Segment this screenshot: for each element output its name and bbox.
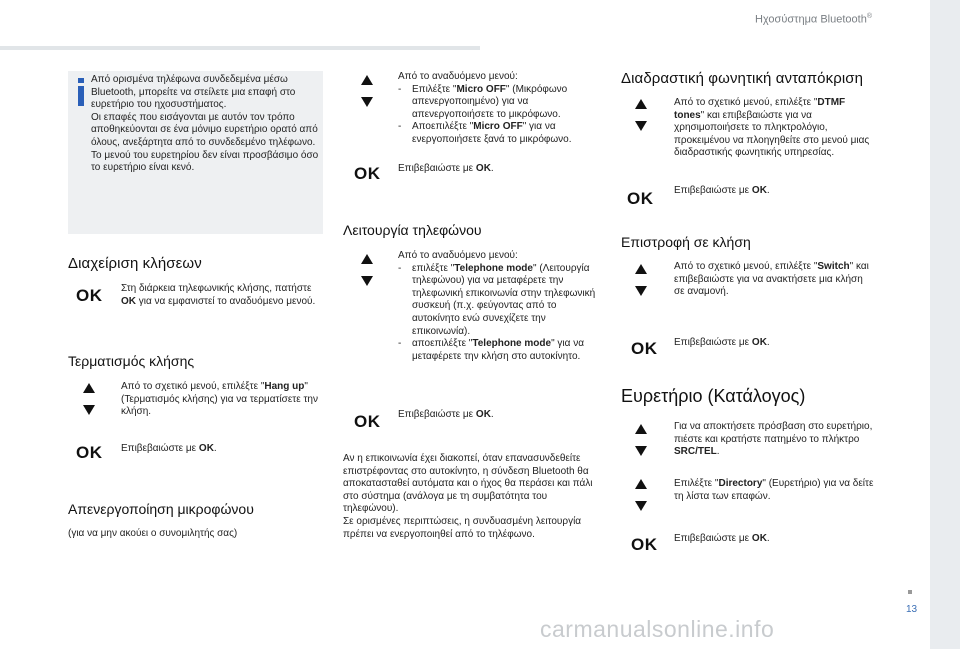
phone-mode-note: Αν η επικοινωνία έχει διακοπεί, όταν επανασυνδεθείτε επιστρέφοντας στο αυτοκίνητο, η σύνδεση Bluetooth θα αποκατασταθεί αυτόματα και ο ήχος θα περάσει και πάλι στο σύστημα (ανάλογα με τη συμβατότητα του τηλεφώνου). Σε ορισμένες περιπτώσεις, η συνδυασμένη λειτουργία πρέπει να ενεργοποιηθεί από το τηλέφωνο. xyxy=(343,453,593,540)
call-management-text: Στη διάρκεια τηλεφωνικής κλήσης, πατήστε OK για να εμφανιστεί το αναδυόμενο μενού. xyxy=(121,283,316,307)
up-down-arrows-icon xyxy=(635,479,649,513)
directory-access-text: Για να αποκτήσετε πρόσβαση στο ευρετήριο, πιέστε και κρατήστε πατημένο το πλήκτρο SRC/TEL. xyxy=(674,421,873,458)
ok-button-icon: OK xyxy=(354,412,381,431)
phone-mode-text: Από το αναδυόμενο μενού: - επιλέξτε "Telephone mode" (Λειτουργία τηλεφώνου) για να μεταφέρετε την τηλεφωνική επικοινωνία στην τηλεφωνική συσκευή (π.χ. φεύγοντας από το αυτοκίνητο ενώ συνεχίζετε την επικοινωνία). - αποεπιλέξτε "Telephone mode" για να μεταφέρετε την κλήση στο αυτοκίνητο. xyxy=(398,250,596,362)
page-side-band xyxy=(930,0,960,649)
watermark: carmanualsonline.info xyxy=(540,616,775,642)
voice-response-text: Από το σχετικό μενού, επιλέξτε "DTMF tones" και επιβεβαιώστε για να χρησιμοποιήσετε το πληκτρολόγιο, προκειμένου να πλοηγηθείτε στο μενού μιας διαδραστικής φωνητικής υπηρεσίας. xyxy=(674,97,870,159)
ok-button-icon: OK xyxy=(76,286,103,305)
switch-call-heading: Επιστροφή σε κλήση xyxy=(621,234,751,250)
header-rule xyxy=(0,46,480,50)
up-down-arrows-icon xyxy=(635,424,649,458)
hang-up-heading: Τερματισμός κλήσης xyxy=(68,353,195,369)
up-down-arrows-icon xyxy=(83,383,97,417)
hang-up-text: Από το σχετικό μενού, επιλέξτε "Hang up" (Τερματισμός κλήσης) για να τερματίσετε την κλήση. xyxy=(121,381,318,418)
confirm-text: Επιβεβαιώστε με OK. xyxy=(674,337,770,348)
mic-off-subtext: (για να μην ακούει ο συνομιλητής σας) xyxy=(68,528,238,539)
ok-button-icon: OK xyxy=(627,189,654,208)
page-number: 13 xyxy=(906,604,918,615)
page-marker xyxy=(908,590,912,594)
mic-off-heading: Απενεργοποίηση μικροφώνου xyxy=(68,501,254,517)
confirm-text: Επιβεβαιώστε με OK. xyxy=(398,163,494,174)
ok-button-icon: OK xyxy=(76,443,103,462)
info-box-text: Από ορισμένα τηλέφωνα συνδεδεμένα μέσω Bluetooth, μπορείτε να στείλετε μια επαφή στο ευρετήριο του ηχοσυστήματος. Οι επαφές που εισάγονται με αυτόν τον τρόπο αποθηκεύονται σε ένα μόνιμο ευρετήριο ορατό από όλους, ανεξάρτητα από το συνδεδεμένο τηλέφωνο. Το μενού του ευρετηρίου δεν είναι προσβάσιμο όσο το ευρετήριο είναι κενό. xyxy=(91,74,319,174)
confirm-text: Επιβεβαιώστε με OK. xyxy=(674,533,770,544)
call-management-heading: Διαχείριση κλήσεων xyxy=(68,255,202,272)
ok-button-icon: OK xyxy=(631,535,658,554)
directory-select-text: Επιλέξτε "Directory" (Ευρετήριο) για να δείτε τη λίστα των επαφών. xyxy=(674,478,874,502)
phone-mode-heading: Λειτουργία τηλεφώνου xyxy=(343,222,482,238)
ok-button-icon: OK xyxy=(631,339,658,358)
info-icon xyxy=(76,78,86,108)
confirm-text: Επιβεβαιώστε με OK. xyxy=(398,409,494,420)
up-down-arrows-icon xyxy=(635,99,649,133)
up-down-arrows-icon xyxy=(361,254,375,288)
mic-menu-text: Από το αναδυόμενο μενού: - Επιλέξτε "Micro OFF" (Μικρόφωνο απενεργοποιημένο) για να απενεργοποιήσετε το μικρόφωνο. - Αποεπιλέξτε "Micro OFF" για να ενεργοποιήσετε ξανά το μικρόφωνο. xyxy=(398,71,572,145)
confirm-text: Επιβεβαιώστε με OK. xyxy=(674,185,770,196)
directory-heading: Ευρετήριο (Κατάλογος) xyxy=(621,386,806,406)
voice-response-heading: Διαδραστική φωνητική ανταπόκριση xyxy=(621,70,864,87)
header-title: Ηχοσύστημα Bluetooth® xyxy=(754,13,872,26)
ok-button-icon: OK xyxy=(354,164,381,183)
switch-call-text: Από το σχετικό μενού, επιλέξτε "Switch" και επιβεβαιώστε για να ανακτήσετε μια κλήση σε αναμονή. xyxy=(674,261,869,298)
confirm-text: Επιβεβαιώστε με OK. xyxy=(121,443,217,454)
up-down-arrows-icon xyxy=(635,264,649,298)
up-down-arrows-icon xyxy=(361,75,375,109)
